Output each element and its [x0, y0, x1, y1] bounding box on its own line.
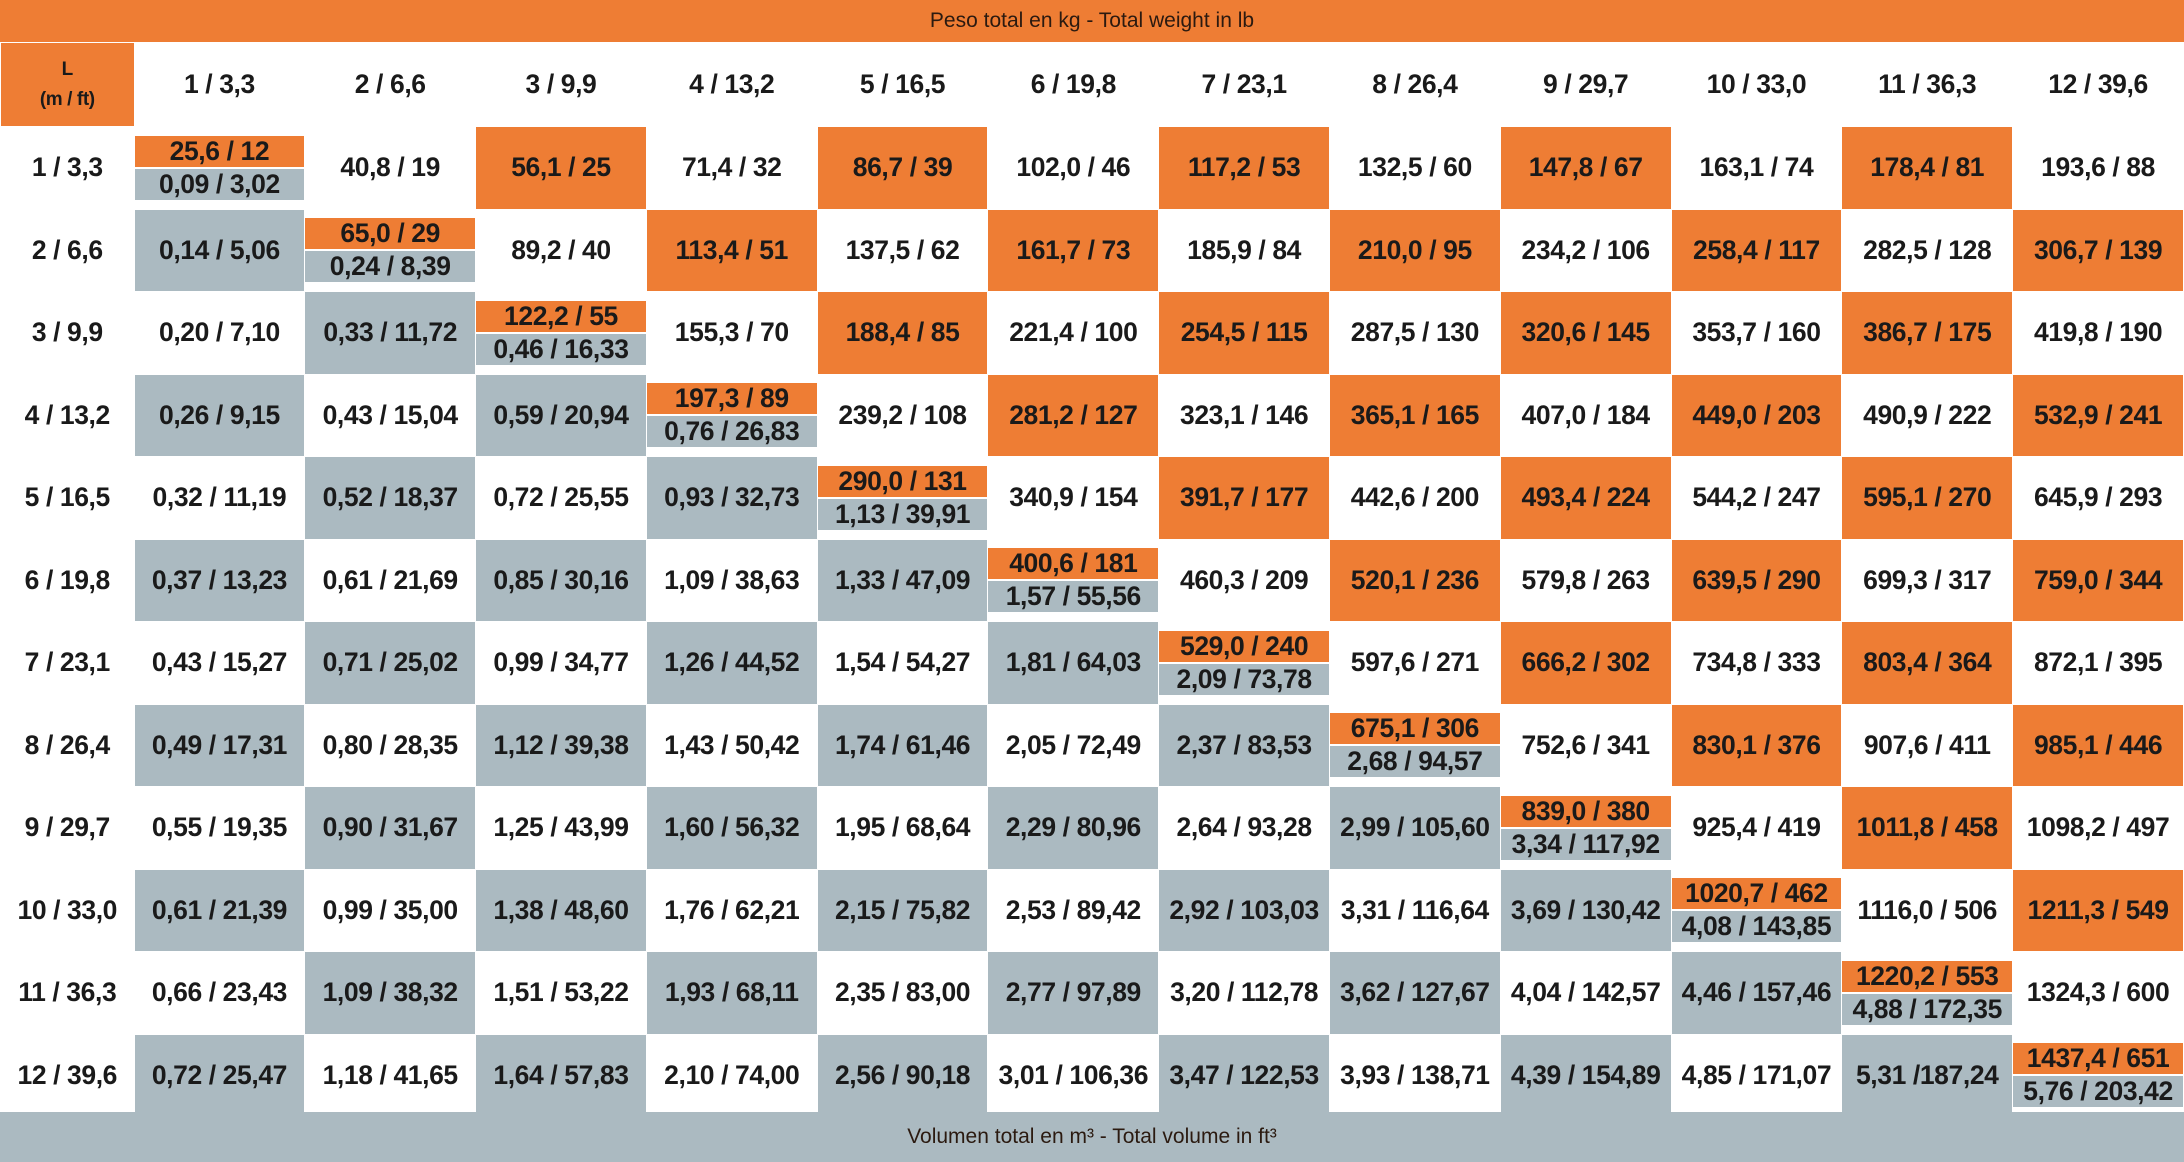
weight-cell: 365,1 / 165 [1329, 374, 1500, 457]
weight-cell: 258,4 / 117 [1671, 209, 1842, 292]
table-body [1, 127, 2184, 1117]
column-header-row [1, 43, 2184, 127]
volume-cell: 0,32 / 11,19 [134, 457, 305, 540]
row-header: 1 / 3,3 [1, 127, 135, 210]
volume-value: 4,08 / 143,85 [1672, 911, 1842, 942]
weight-cell: 1324,3 / 600 [2013, 952, 2184, 1035]
volume-value: 0,46 / 16,33 [476, 334, 646, 365]
weight-value: 122,2 / 55 [476, 301, 646, 334]
column-header: 5 / 16,5 [817, 43, 988, 127]
volume-cell: 4,04 / 142,57 [1500, 952, 1671, 1035]
weight-cell: 752,6 / 341 [1500, 704, 1671, 787]
volume-cell: 1,33 / 47,09 [817, 539, 988, 622]
diagonal-cell [305, 209, 476, 292]
diagonal-cell [2013, 1034, 2184, 1117]
weight-cell: 449,0 / 203 [1671, 374, 1842, 457]
weight-cell: 639,5 / 290 [1671, 539, 1842, 622]
weight-cell: 89,2 / 40 [476, 209, 647, 292]
volume-cell: 0,61 / 21,69 [305, 539, 476, 622]
volume-cell: 0,80 / 28,35 [305, 704, 476, 787]
table-row [1, 539, 2184, 622]
volume-value: 1,57 / 55,56 [988, 581, 1158, 612]
volume-cell: 1,18 / 41,65 [305, 1034, 476, 1117]
volume-cell: 3,47 / 122,53 [1159, 1034, 1330, 1117]
volume-cell: 0,90 / 31,67 [305, 787, 476, 870]
volume-cell: 0,72 / 25,55 [476, 457, 647, 540]
volume-value: 0,09 / 3,02 [135, 169, 305, 200]
volume-cell: 2,10 / 74,00 [646, 1034, 817, 1117]
volume-cell: 1,64 / 57,83 [476, 1034, 647, 1117]
column-header: 4 / 13,2 [646, 43, 817, 127]
weight-cell: 323,1 / 146 [1159, 374, 1330, 457]
row-header: 8 / 26,4 [1, 704, 135, 787]
weight-cell: 407,0 / 184 [1500, 374, 1671, 457]
volume-caption: Volumen total en m³ - Total volume in ft³ [907, 1125, 1277, 1148]
volume-cell: 0,33 / 11,72 [305, 292, 476, 375]
weight-value: 839,0 / 380 [1501, 796, 1671, 829]
volume-value: 2,09 / 73,78 [1159, 664, 1329, 695]
weight-value: 290,0 / 131 [818, 466, 988, 499]
volume-value: 3,34 / 117,92 [1501, 829, 1671, 860]
weight-cell: 1211,3 / 549 [2013, 869, 2184, 952]
weight-cell: 102,0 / 46 [988, 127, 1159, 210]
weight-cell: 117,2 / 53 [1159, 127, 1330, 210]
volume-cell: 0,61 / 21,39 [134, 869, 305, 952]
volume-cell: 0,14 / 5,06 [134, 209, 305, 292]
weight-cell: 71,4 / 32 [646, 127, 817, 210]
weight-volume-table [0, 42, 2184, 1117]
volume-value: 0,76 / 26,83 [647, 416, 817, 447]
volume-cell: 0,43 / 15,27 [134, 622, 305, 705]
weight-cell: 234,2 / 106 [1500, 209, 1671, 292]
row-header: 6 / 19,8 [1, 539, 135, 622]
diagonal-cell [1159, 622, 1330, 705]
weight-cell: 699,3 / 317 [1842, 539, 2013, 622]
volume-cell: 1,51 / 53,22 [476, 952, 647, 1035]
weight-table-header-banner [0, 0, 2184, 42]
volume-cell: 0,26 / 9,15 [134, 374, 305, 457]
weight-cell: 645,9 / 293 [2013, 457, 2184, 540]
volume-cell: 1,43 / 50,42 [646, 704, 817, 787]
volume-cell: 1,95 / 68,64 [817, 787, 988, 870]
weight-cell: 803,4 / 364 [1842, 622, 2013, 705]
row-header: 5 / 16,5 [1, 457, 135, 540]
weight-value: 1437,4 / 651 [2013, 1043, 2183, 1076]
table-row [1, 374, 2184, 457]
table-row [1, 952, 2184, 1035]
volume-cell: 3,69 / 130,42 [1500, 869, 1671, 952]
row-header: 4 / 13,2 [1, 374, 135, 457]
diagonal-cell [988, 539, 1159, 622]
weight-caption: Peso total en kg - Total weight in lb [929, 9, 1255, 32]
volume-cell: 1,12 / 39,38 [476, 704, 647, 787]
weight-cell: 1116,0 / 506 [1842, 869, 2013, 952]
row-header: 12 / 39,6 [1, 1034, 135, 1117]
column-header: 9 / 29,7 [1500, 43, 1671, 127]
volume-cell: 3,31 / 116,64 [1329, 869, 1500, 952]
table-row [1, 869, 2184, 952]
volume-cell: 3,93 / 138,71 [1329, 1034, 1500, 1117]
weight-cell: 86,7 / 39 [817, 127, 988, 210]
volume-value: 4,88 / 172,35 [1842, 994, 2012, 1025]
volume-cell: 0,59 / 20,94 [476, 374, 647, 457]
weight-cell: 925,4 / 419 [1671, 787, 1842, 870]
weight-value: 25,6 / 12 [135, 136, 305, 169]
weight-cell: 830,1 / 376 [1671, 704, 1842, 787]
weight-cell: 419,8 / 190 [2013, 292, 2184, 375]
weight-cell: 193,6 / 88 [2013, 127, 2184, 210]
weight-cell: 490,9 / 222 [1842, 374, 2013, 457]
weight-cell: 460,3 / 209 [1159, 539, 1330, 622]
column-header: 2 / 6,6 [305, 43, 476, 127]
weight-cell: 113,4 / 51 [646, 209, 817, 292]
weight-cell: 1098,2 / 497 [2013, 787, 2184, 870]
diagonal-cell [1500, 787, 1671, 870]
weight-value: 400,6 / 181 [988, 548, 1158, 581]
weight-cell: 734,8 / 333 [1671, 622, 1842, 705]
weight-cell: 221,4 / 100 [988, 292, 1159, 375]
volume-cell: 2,99 / 105,60 [1329, 787, 1500, 870]
weight-value: 65,0 / 29 [305, 218, 475, 251]
volume-cell: 2,64 / 93,28 [1159, 787, 1330, 870]
weight-cell: 340,9 / 154 [988, 457, 1159, 540]
table-row [1, 457, 2184, 540]
weight-cell: 56,1 / 25 [476, 127, 647, 210]
table-row [1, 622, 2184, 705]
weight-cell: 493,4 / 224 [1500, 457, 1671, 540]
column-header: 8 / 26,4 [1329, 43, 1500, 127]
diagonal-cell [817, 457, 988, 540]
weight-cell: 132,5 / 60 [1329, 127, 1500, 210]
volume-cell: 2,92 / 103,03 [1159, 869, 1330, 952]
weight-cell: 907,6 / 411 [1842, 704, 2013, 787]
volume-cell: 3,62 / 127,67 [1329, 952, 1500, 1035]
weight-cell: 532,9 / 241 [2013, 374, 2184, 457]
table-row [1, 704, 2184, 787]
weight-cell: 391,7 / 177 [1159, 457, 1330, 540]
table-row [1, 292, 2184, 375]
column-header: 12 / 39,6 [2013, 43, 2184, 127]
column-header: 7 / 23,1 [1159, 43, 1330, 127]
diagonal-cell [1842, 952, 2013, 1035]
row-header: 10 / 33,0 [1, 869, 135, 952]
volume-cell: 4,85 / 171,07 [1671, 1034, 1842, 1117]
weight-cell: 155,3 / 70 [646, 292, 817, 375]
volume-cell: 1,09 / 38,32 [305, 952, 476, 1035]
volume-table-footer-banner [0, 1112, 2184, 1162]
weight-cell: 306,7 / 139 [2013, 209, 2184, 292]
weight-cell: 185,9 / 84 [1159, 209, 1330, 292]
weight-cell: 188,4 / 85 [817, 292, 988, 375]
weight-cell: 985,1 / 446 [2013, 704, 2184, 787]
volume-cell: 2,35 / 83,00 [817, 952, 988, 1035]
weight-cell: 597,6 / 271 [1329, 622, 1500, 705]
volume-cell: 1,38 / 48,60 [476, 869, 647, 952]
weight-cell: 520,1 / 236 [1329, 539, 1500, 622]
volume-cell: 2,29 / 80,96 [988, 787, 1159, 870]
volume-cell: 0,37 / 13,23 [134, 539, 305, 622]
volume-cell: 4,46 / 157,46 [1671, 952, 1842, 1035]
weight-cell: 579,8 / 263 [1500, 539, 1671, 622]
corner-label-l: L [61, 58, 73, 80]
weight-cell: 239,2 / 108 [817, 374, 988, 457]
volume-cell: 0,99 / 34,77 [476, 622, 647, 705]
volume-cell: 1,60 / 56,32 [646, 787, 817, 870]
weight-cell: 872,1 / 395 [2013, 622, 2184, 705]
diagonal-cell [134, 127, 305, 210]
diagonal-cell [1329, 704, 1500, 787]
weight-cell: 163,1 / 74 [1671, 127, 1842, 210]
row-header: 3 / 9,9 [1, 292, 135, 375]
diagonal-cell [476, 292, 647, 375]
volume-value: 0,24 / 8,39 [305, 251, 475, 282]
weight-cell: 544,2 / 247 [1671, 457, 1842, 540]
volume-cell: 3,20 / 112,78 [1159, 952, 1330, 1035]
volume-cell: 2,05 / 72,49 [988, 704, 1159, 787]
volume-cell: 3,01 / 106,36 [988, 1034, 1159, 1117]
volume-cell: 1,81 / 64,03 [988, 622, 1159, 705]
volume-cell: 5,31 /187,24 [1842, 1034, 2013, 1117]
volume-cell: 0,72 / 25,47 [134, 1034, 305, 1117]
volume-cell: 1,25 / 43,99 [476, 787, 647, 870]
volume-cell: 0,43 / 15,04 [305, 374, 476, 457]
weight-cell: 386,7 / 175 [1842, 292, 2013, 375]
volume-cell: 0,55 / 19,35 [134, 787, 305, 870]
weight-cell: 147,8 / 67 [1500, 127, 1671, 210]
row-header: 7 / 23,1 [1, 622, 135, 705]
weight-value: 197,3 / 89 [647, 383, 817, 416]
volume-cell: 2,53 / 89,42 [988, 869, 1159, 952]
volume-cell: 0,99 / 35,00 [305, 869, 476, 952]
weight-cell: 210,0 / 95 [1329, 209, 1500, 292]
table-row [1, 127, 2184, 210]
table-row [1, 1034, 2184, 1117]
row-header: 11 / 36,3 [1, 952, 135, 1035]
volume-cell: 2,77 / 97,89 [988, 952, 1159, 1035]
column-header: 1 / 3,3 [134, 43, 305, 127]
volume-value: 1,13 / 39,91 [818, 499, 988, 530]
column-header: 3 / 9,9 [476, 43, 647, 127]
column-header: 6 / 19,8 [988, 43, 1159, 127]
weight-cell: 282,5 / 128 [1842, 209, 2013, 292]
weight-cell: 178,4 / 81 [1842, 127, 2013, 210]
volume-cell: 1,93 / 68,11 [646, 952, 817, 1035]
table-row [1, 209, 2184, 292]
volume-cell: 0,85 / 30,16 [476, 539, 647, 622]
weight-cell: 254,5 / 115 [1159, 292, 1330, 375]
row-header: 2 / 6,6 [1, 209, 135, 292]
weight-cell: 320,6 / 145 [1500, 292, 1671, 375]
weight-value: 1220,2 / 553 [1842, 961, 2012, 994]
weight-cell: 353,7 / 160 [1671, 292, 1842, 375]
diagonal-cell [1671, 869, 1842, 952]
weight-cell: 137,5 / 62 [817, 209, 988, 292]
volume-cell: 1,74 / 61,46 [817, 704, 988, 787]
volume-cell: 1,54 / 54,27 [817, 622, 988, 705]
volume-cell: 0,52 / 18,37 [305, 457, 476, 540]
volume-cell: 2,37 / 83,53 [1159, 704, 1330, 787]
weight-value: 529,0 / 240 [1159, 631, 1329, 664]
row-header: 9 / 29,7 [1, 787, 135, 870]
column-header: 11 / 36,3 [1842, 43, 2013, 127]
weight-cell: 759,0 / 344 [2013, 539, 2184, 622]
weight-cell: 161,7 / 73 [988, 209, 1159, 292]
corner-label-unit: (m / ft) [39, 88, 95, 110]
weight-cell: 442,6 / 200 [1329, 457, 1500, 540]
volume-cell: 1,26 / 44,52 [646, 622, 817, 705]
volume-cell: 0,71 / 25,02 [305, 622, 476, 705]
weight-cell: 595,1 / 270 [1842, 457, 2013, 540]
diagonal-cell [646, 374, 817, 457]
volume-cell: 0,66 / 23,43 [134, 952, 305, 1035]
volume-cell: 1,76 / 62,21 [646, 869, 817, 952]
table-row [1, 787, 2184, 870]
volume-cell: 0,20 / 7,10 [134, 292, 305, 375]
volume-cell: 0,49 / 17,31 [134, 704, 305, 787]
weight-cell: 40,8 / 19 [305, 127, 476, 210]
volume-cell: 4,39 / 154,89 [1500, 1034, 1671, 1117]
volume-cell: 2,56 / 90,18 [817, 1034, 988, 1117]
weight-cell: 281,2 / 127 [988, 374, 1159, 457]
volume-value: 5,76 / 203,42 [2013, 1076, 2183, 1107]
volume-value: 2,68 / 94,57 [1330, 746, 1500, 777]
volume-cell: 2,15 / 75,82 [817, 869, 988, 952]
weight-cell: 666,2 / 302 [1500, 622, 1671, 705]
column-header: 10 / 33,0 [1671, 43, 1842, 127]
length-corner-header [1, 43, 135, 127]
weight-value: 675,1 / 306 [1330, 713, 1500, 746]
weight-cell: 1011,8 / 458 [1842, 787, 2013, 870]
weight-cell: 287,5 / 130 [1329, 292, 1500, 375]
volume-cell: 0,93 / 32,73 [646, 457, 817, 540]
weight-value: 1020,7 / 462 [1672, 878, 1842, 911]
volume-cell: 1,09 / 38,63 [646, 539, 817, 622]
